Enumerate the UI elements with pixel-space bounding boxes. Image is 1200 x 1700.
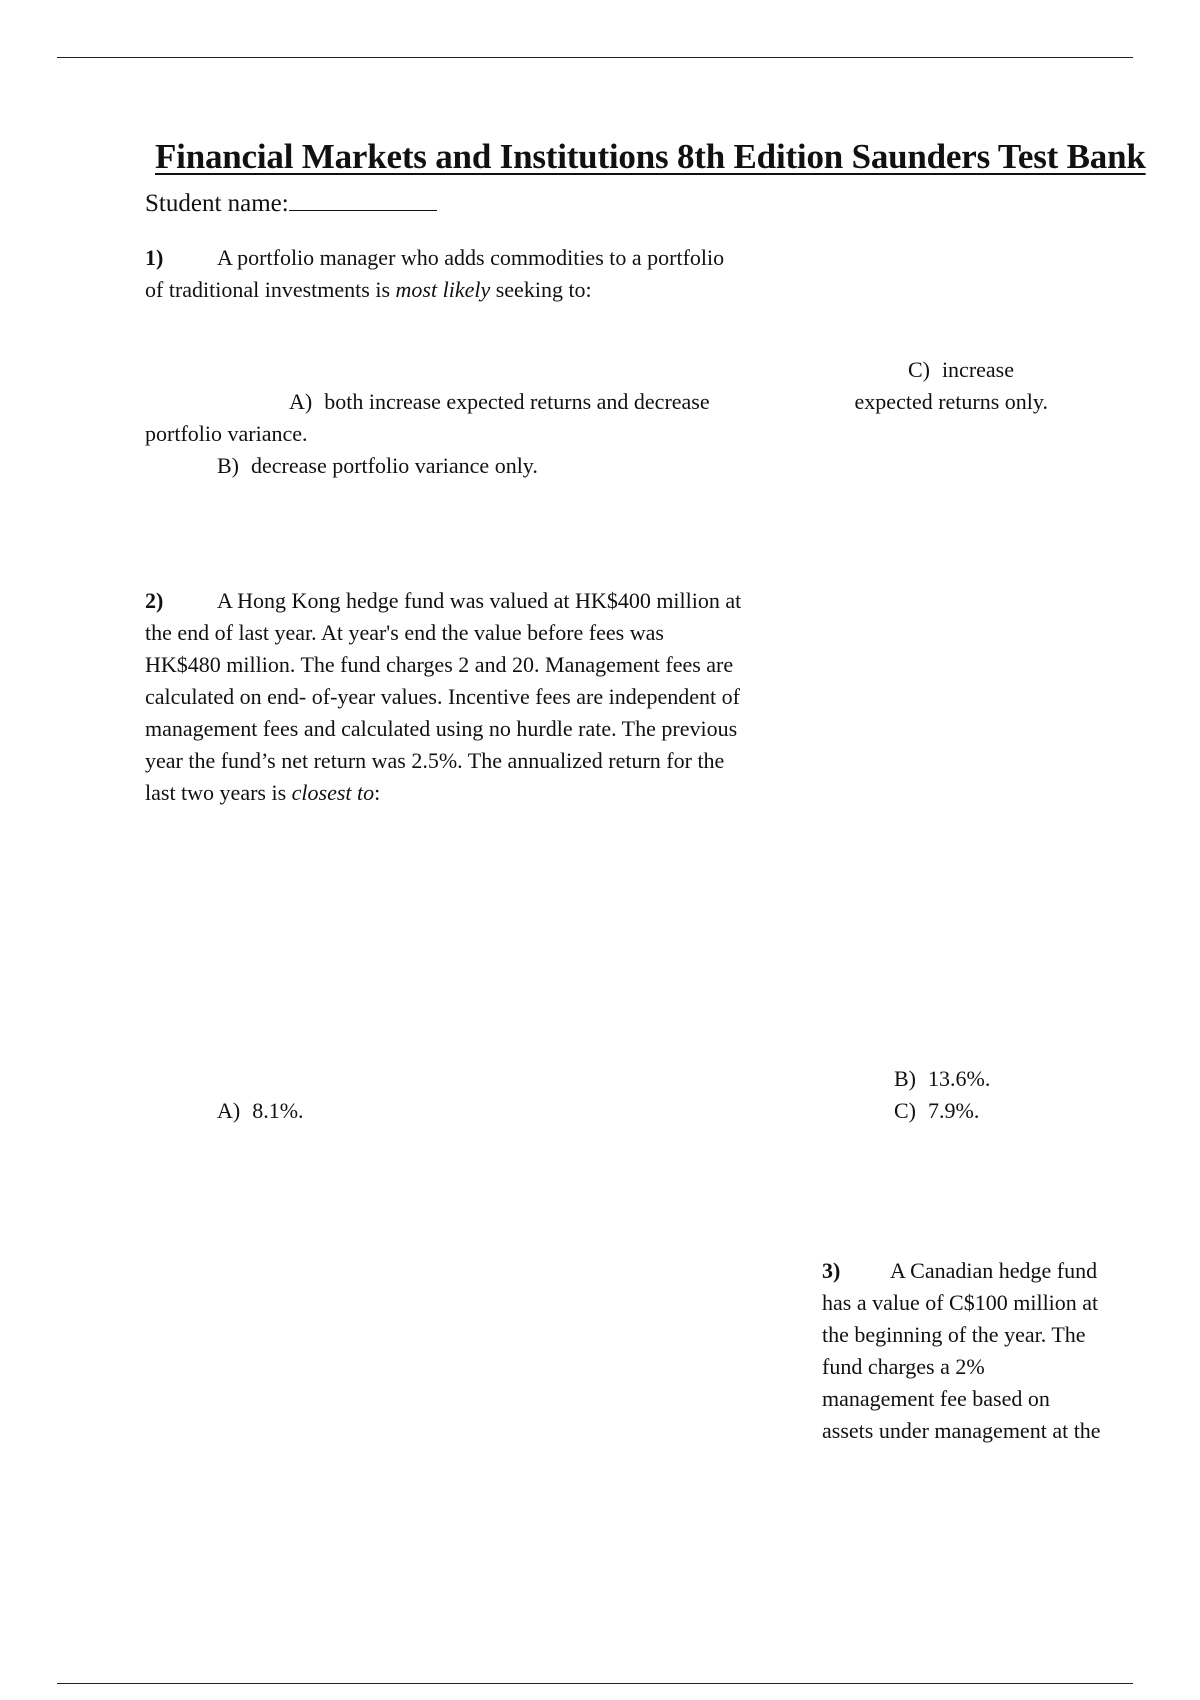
- option-letter: A): [289, 389, 313, 414]
- option-letter: A): [217, 1098, 241, 1123]
- option-text: 13.6%.: [928, 1066, 991, 1091]
- question-2-option-b: [894, 1063, 990, 1095]
- question-1-option-b: [217, 450, 538, 482]
- document-title: Financial Markets and Institutions 8th Edition Saunders Test Bank: [155, 137, 1146, 176]
- question-1: [145, 242, 745, 306]
- question-text-end: :: [374, 780, 381, 805]
- top-rule: [57, 57, 1133, 58]
- option-letter: B): [217, 453, 239, 478]
- student-name-field: [145, 188, 437, 218]
- question-3: [822, 1255, 1102, 1447]
- option-letter: C): [907, 357, 930, 382]
- student-name-blank: [289, 188, 437, 211]
- question-text: A Hong Kong hedge fund was valued at HK$400 million at the end of last year. At year's end the value before fees was HK$480 million. The fund charges 2 and 20. Management fees are calculated on end- of-year values. Incentive fees are independent of management fees and calculated using no hurdle rate. The previous year the fund’s net return was 2.5%. The annualized return for the last two years is: [145, 588, 742, 805]
- question-emphasis: closest to: [291, 780, 375, 805]
- question-2-option-a: [217, 1095, 304, 1127]
- question-1-option-a: [145, 386, 735, 450]
- option-text: decrease portfolio variance only.: [251, 453, 538, 478]
- question-number: 3): [822, 1258, 841, 1283]
- question-number: 1): [145, 245, 164, 270]
- question-1-option-c: [818, 354, 1048, 418]
- option-letter: B): [894, 1066, 916, 1091]
- option-letter: C): [894, 1098, 916, 1123]
- question-text-end: seeking to:: [490, 277, 592, 302]
- bottom-rule: [57, 1683, 1133, 1684]
- question-emphasis: most likely: [395, 277, 491, 302]
- option-text: 7.9%.: [928, 1098, 980, 1123]
- question-2-option-c: [894, 1095, 979, 1127]
- student-name-label: Student name:: [145, 190, 289, 217]
- question-text: A Canadian hedge fund has a value of C$100 million at the beginning of the year. The fund charges a 2% management fee based on assets under management at the: [822, 1258, 1101, 1443]
- option-text-line2: expected returns only.: [854, 389, 1048, 414]
- option-text-line1: increase: [941, 357, 1014, 382]
- question-2: [145, 585, 745, 809]
- question-text: A portfolio manager who adds commodities to a portfolio of traditional investments is: [145, 245, 725, 302]
- question-number: 2): [145, 588, 164, 613]
- option-text: 8.1%.: [252, 1098, 304, 1123]
- option-text: both increase expected returns and decrease portfolio variance.: [145, 389, 710, 446]
